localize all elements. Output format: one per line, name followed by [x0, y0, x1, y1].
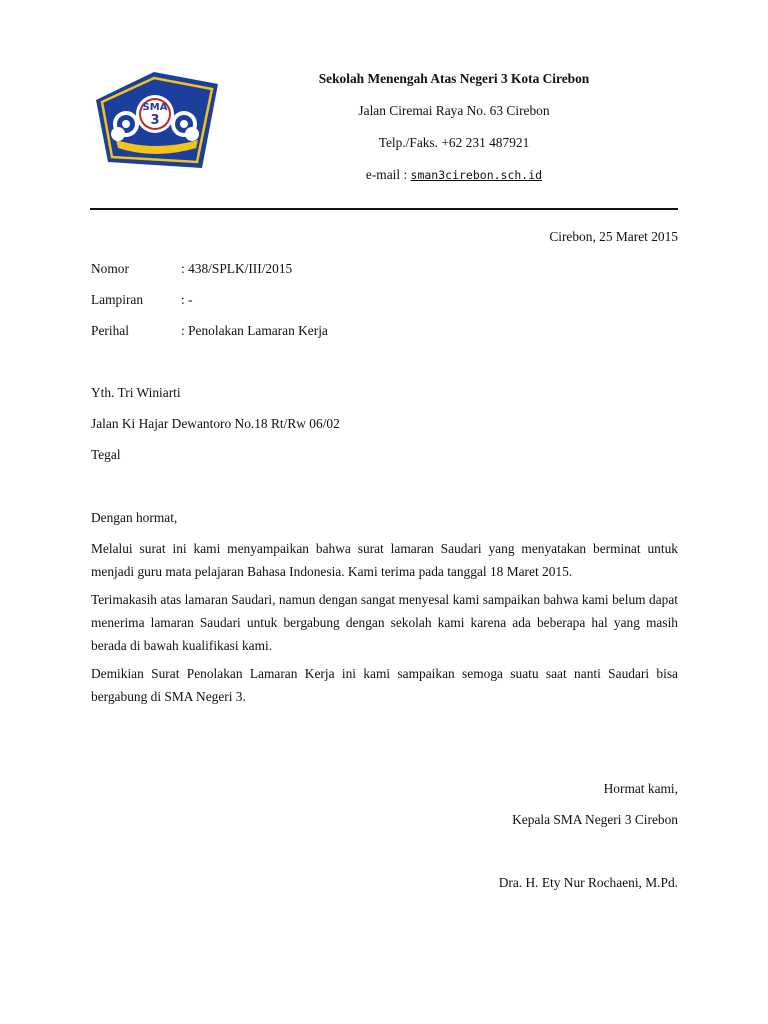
logo-sma-text: SMA [142, 102, 168, 113]
school-logo-icon [86, 70, 226, 172]
meta-label-perihal: Perihal [91, 323, 129, 338]
meta-label-nomor: Nomor [91, 261, 129, 276]
salutation: Dengan hormat, [91, 510, 178, 525]
logo-number-text: 3 [150, 113, 160, 128]
body-paragraph-3: Demikian Surat Penolakan Lamaran Kerja ini kami sampaikan semoga suatu saat nanti Saudari bisa bergabung di SMA Negeri 3. [91, 666, 678, 704]
closing-position: Kepala SMA Negeri 3 Cirebon [512, 812, 678, 827]
meta-value-perihal: : Penolakan Lamaran Kerja [181, 323, 328, 338]
school-name: Sekolah Menengah Atas Negeri 3 Kota Cirebon [318, 71, 590, 86]
school-email [230, 167, 678, 183]
letterhead-divider [90, 208, 678, 210]
closing-signatory: Dra. H. Ety Nur Rochaeni, M.Pd. [498, 875, 678, 890]
meta-value-lampiran: : - [181, 292, 193, 307]
school-address: Jalan Ciremai Raya No. 63 Cirebon [358, 103, 550, 118]
body-paragraph-2: Terimakasih atas lamaran Saudari, namun dengan sangat menyesal kami sampaikan bahwa kami belum dapat menerima lamaran Saudari untuk bergabung dengan sekolah kami karena ada beberapa hal yang masih berada di bawah kualifikasi kami. [91, 592, 678, 653]
body-paragraph-1: Melalui surat ini kami menyampaikan bahwa surat lamaran Saudari yang menyatakan berminat untuk menjadi guru mata pelajaran Bahasa Indonesia. Kami terima pada tanggal 18 Maret 2015. [91, 541, 678, 579]
closing-greeting: Hormat kami, [603, 781, 678, 796]
email-link[interactable]: sman3cirebon.sch.id [410, 168, 543, 182]
meta-label-lampiran: Lampiran [91, 292, 144, 307]
letter-date: Cirebon, 25 Maret 2015 [549, 229, 678, 244]
school-phone: Telp./Faks. +62 231 487921 [378, 135, 530, 150]
recipient-name: Yth. Tri Winiarti [91, 385, 181, 400]
recipient-city: Tegal [91, 447, 121, 462]
email-label: e-mail : [365, 167, 411, 182]
recipient-address: Jalan Ki Hajar Dewantoro No.18 Rt/Rw 06/02 [91, 416, 340, 431]
meta-value-nomor: : 438/SPLK/III/2015 [181, 261, 293, 276]
